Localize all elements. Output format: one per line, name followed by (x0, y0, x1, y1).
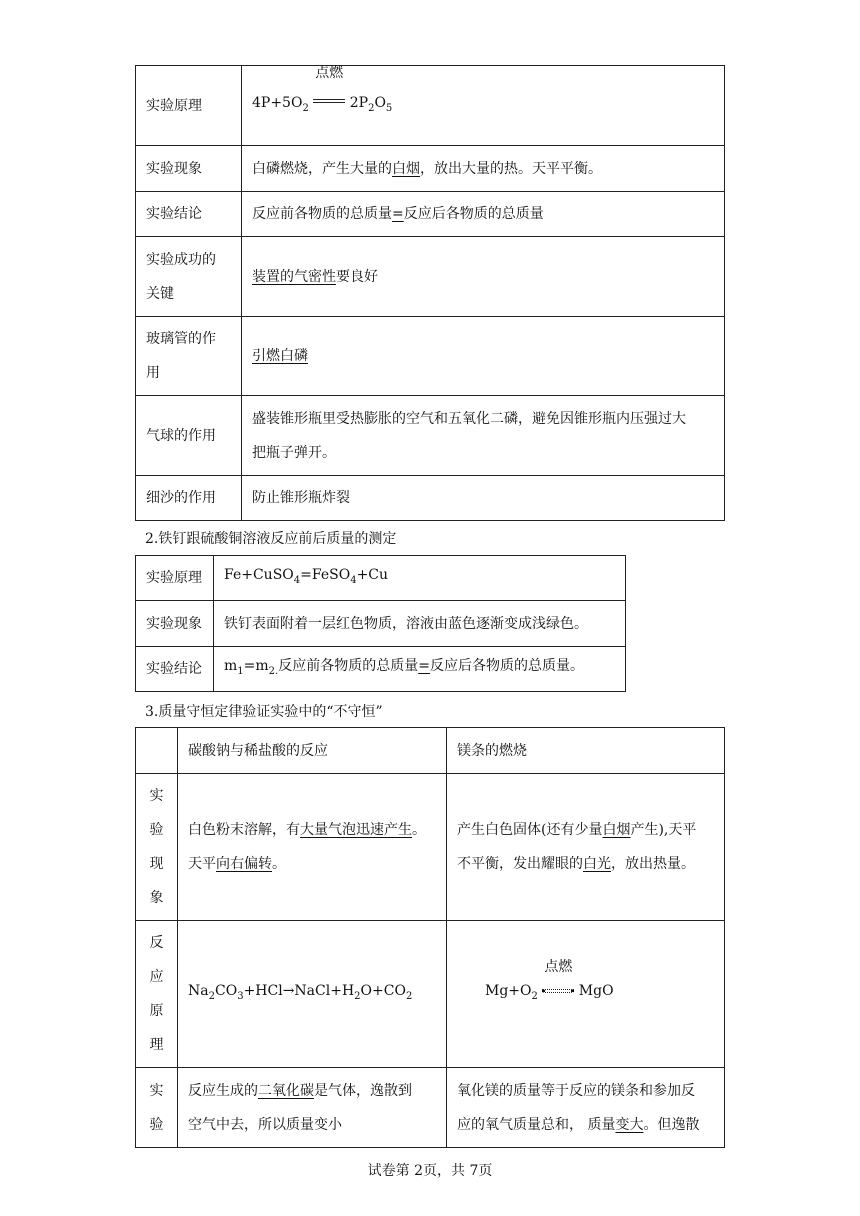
table-row: 实验现象 铁钉表面附着一层红色物质，溶液由蓝色逐渐变成浅绿色。 (136, 601, 626, 647)
table-iron-copper-sulfate (135, 555, 626, 692)
row-label: 细沙的作用 (136, 476, 242, 521)
table-non-conservation (135, 727, 725, 1148)
row-label: 实验成功的 关键 (136, 237, 242, 317)
table-row: 玻璃管的作 用 引燃白磷 (136, 317, 725, 396)
table-row: 实验结论 反应前各物质的总质量=反应后各物质的总质量 (136, 192, 725, 237)
row-label-vertical: 实 验 现 象 (136, 774, 178, 921)
table-row: 实 验 现 象 白色粉末溶解，有大量气泡迅速产生。 天平向右偏转。 产生白色固体(还有少量白烟产生),天平 不平衡，发出耀眼的白光，放出热量。 (136, 774, 725, 921)
row-label: 实验现象 (136, 601, 214, 647)
table-row: 实验现象 白磷燃烧，产生大量的白烟，放出大量的热。天平平衡。 (136, 146, 725, 192)
table-row (136, 66, 725, 146)
row-label-vertical: 实 验 (136, 1068, 178, 1148)
table-row (136, 921, 725, 1068)
header-cell: 碳酸钠与稀盐酸的反应 (178, 728, 447, 774)
row-label: 玻璃管的作 用 (136, 317, 242, 396)
row-label: 实验结论 (136, 192, 242, 237)
reaction-condition: 点燃 (542, 974, 574, 1008)
header-cell (136, 728, 178, 774)
table-row: 实 验 反应生成的二氧化碳是气体，逸散到 空气中去，所以质量变小 氧化镁的质量等于反应的镁条和参加反 应的氧气质量总和， 质量变大。但逸散 (136, 1068, 725, 1148)
reaction-condition: 点燃 (313, 84, 345, 118)
row-label: 气球的作用 (136, 396, 242, 476)
table-row: 气球的作用 盛装锥形瓶里受热膨胀的空气和五氧化二磷，避免因锥形瓶内压强过大 把瓶子弹开。 (136, 396, 725, 476)
section-heading-2: 2.铁钉跟硫酸铜溶液反应前后质量的测定 (145, 531, 397, 547)
table-mass-conservation-phosphorus (135, 65, 725, 521)
row-label: 实验原理 (136, 66, 242, 146)
equation-cell: $4P+5O_2$ 点燃 $2P_2O_5$ (242, 66, 725, 146)
equation-cell: $Mg+O_2$ 点燃 MgO (447, 921, 725, 1068)
table-row: 实验结论 $m_1=m_{2.}$反应前各物质的总质量=反应后各物质的总质量。 (136, 647, 626, 692)
header-cell: 镁条的燃烧 (447, 728, 725, 774)
row-label-vertical: 反 应 原 理 (136, 921, 178, 1068)
table-row: 实验成功的 关键 装置的气密性要良好 (136, 237, 725, 317)
table-row: 实验原理 Fe+CuSO$_4$=FeSO$_4$+Cu (136, 556, 626, 601)
row-label: 实验现象 (136, 146, 242, 192)
section-heading-3: 3.质量守恒定律验证实验中的“不守恒” (145, 704, 383, 720)
page-footer: 试卷第 2页，共 7页 (367, 1163, 493, 1179)
table-row: 细沙的作用 防止锥形瓶炸裂 (136, 476, 725, 521)
equation-cell: $Na_2CO_3+HCl\to NaCl+H_2O+CO_2$ (178, 921, 447, 1068)
row-label: 实验结论 (136, 647, 214, 692)
row-label: 实验原理 (136, 556, 214, 601)
table-header-row (136, 728, 725, 774)
